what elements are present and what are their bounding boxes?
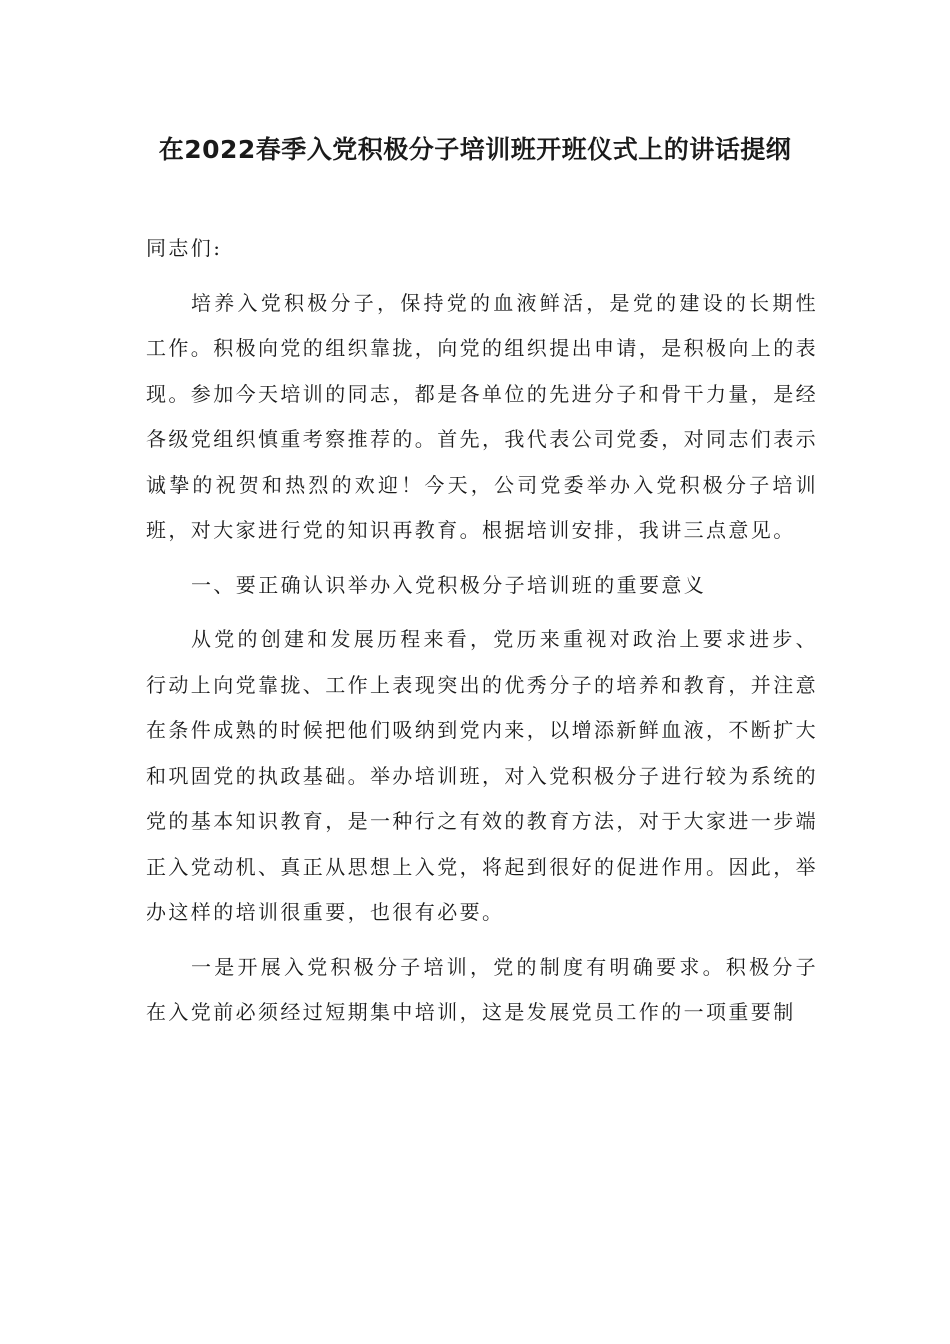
- section-heading-1: 一、要正确认识举办入党积极分子培训班的重要意义: [191, 572, 707, 597]
- paragraph-point-one: 一是开展入党积极分子培训，党的制度有明确要求。积极分子在入党前必须经过短期集中培训，这是发展党员工作的一项重要制: [146, 954, 818, 1024]
- paragraph-intro: 培养入党积极分子，保持党的血液鲜活，是党的建设的长期性工作。积极向党的组织靠拢，向党的组织提出申请，是积极向上的表现。参加今天培训的同志，都是各单位的先进分子和骨干力量，是经各级党组织慎重考察推荐的。首先，我代表公司党委，对同志们表示诚挚的祝贺和热烈的欢迎！今天，公司党委举办入党积极分子培训班，对大家进行党的知识再教育。根据培训安排，我讲三点意见。: [146, 290, 818, 542]
- document-body: [146, 226, 818, 1045]
- document-title: 在2022春季入党积极分子培训班开班仪式上的讲话提纲: [158, 135, 792, 164]
- paragraph-history: 从党的创建和发展历程来看，党历来重视对政治上要求进步、行动上向党靠拢、工作上表现突出的优秀分子的培养和教育，并注意在条件成熟的时候把他们吸纳到党内来，以增添新鲜血液，不断扩大和巩固党的执政基础。举办培训班，对入党积极分子进行较为系统的党的基本知识教育，是一种行之有效的教育方法，对于大家进一步端正入党动机、真正从思想上入党，将起到很好的促进作用。因此，举办这样的培训很重要，也很有必要。: [146, 627, 818, 924]
- salutation: 同志们:: [146, 236, 223, 260]
